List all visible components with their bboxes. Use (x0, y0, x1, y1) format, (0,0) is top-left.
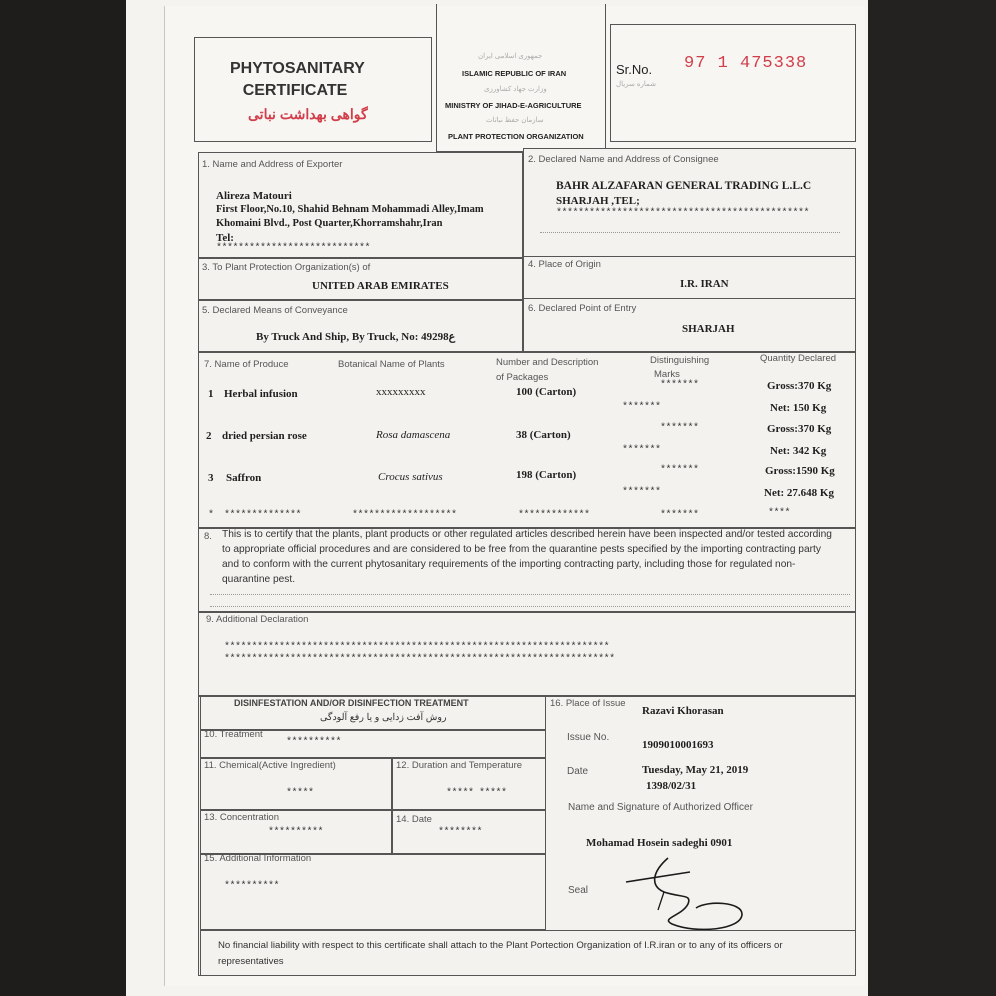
origin-label: 4. Place of Origin (528, 259, 601, 270)
produce-header-marks: Distinguishing (650, 355, 710, 366)
issue-date-label: Date (567, 766, 589, 777)
row-2-marks-2: ******* (622, 445, 661, 456)
ppo-to-label: 3. To Plant Protection Organization(s) of (202, 262, 371, 273)
additional-label: 9. Additional Declaration (206, 614, 309, 625)
additional-line-1: ********************************************************************** (224, 642, 610, 653)
produce-footer-packages: ************* (518, 510, 590, 521)
treatment-label: 10. Treatment (204, 729, 263, 740)
consignee-dotted-line (540, 232, 840, 233)
republic-label: ISLAMIC REPUBLIC OF IRAN (462, 69, 567, 78)
place-of-issue-value: Razavi Khorasan (642, 705, 724, 717)
info-label: 15. Additional Information (204, 853, 312, 864)
additional-line-2: *********************************************************************** (224, 654, 615, 665)
produce-header-name: 7. Name of Produce (204, 359, 289, 370)
info-box (200, 854, 546, 930)
concentration-label: 13. Concentration (204, 812, 279, 823)
ministry-box (436, 4, 606, 152)
row-1-marks-1: ******* (660, 380, 699, 391)
officer-value: Mohamad Hosein sadeghi 0901 (586, 837, 733, 849)
produce-footer-qty: **** (768, 508, 791, 519)
exporter-label: 1. Name and Address of Exporter (202, 159, 343, 170)
produce-footer-no: * (208, 510, 214, 521)
row-3-botanical: Crocus sativus (378, 471, 443, 483)
issue-date-persian: 1398/02/31 (646, 780, 697, 792)
ministry-persian: وزارت جهاد کشاورزی (484, 86, 547, 93)
treatment-title: DISINFESTATION AND/OR DISINFECTION TREATMENT (234, 698, 469, 708)
row-3-packages: 198 (Carton) (516, 469, 577, 481)
consignee-line-3: ********************************************** (556, 208, 810, 219)
conveyance-value: By Truck And Ship, By Truck, No: 49ع298 (256, 331, 456, 343)
entry-value: SHARJAH (682, 323, 735, 335)
row-1-botanical: xxxxxxxxx (376, 386, 426, 398)
consignee-line-1: BAHR ALZAFARAN GENERAL TRADING L.L.C (556, 180, 812, 192)
row-2-no: 2 (206, 430, 212, 442)
row-2-packages: 38 (Carton) (516, 429, 571, 441)
row-3-gross: Gross:1590 Kg (765, 465, 835, 477)
entry-label: 6. Declared Point of Entry (528, 303, 637, 314)
produce-header-marks-2: Marks (654, 369, 680, 380)
produce-footer-name: ************** (224, 510, 302, 521)
treatment-title-persian: روش آفت زدایی و یا رفع آلودگی (320, 712, 447, 723)
title-line-1: PHYTOSANITARY (230, 60, 365, 77)
duration-label: 12. Duration and Temperature (396, 760, 523, 771)
exporter-line-4: Tel: (216, 232, 234, 244)
issue-date-value: Tuesday, May 21, 2019 (642, 764, 749, 776)
date-value: ******** (438, 827, 483, 838)
officer-label: Name and Signature of Authorized Officer (568, 802, 753, 813)
row-1-no: 1 (208, 388, 214, 400)
signature-icon (612, 850, 762, 940)
treatment-value: ********** (286, 737, 342, 748)
produce-header-botanical: Botanical Name of Plants (338, 359, 445, 370)
row-1-packages: 100 (Carton) (516, 386, 577, 398)
serial-label: Sr.No. (616, 62, 653, 77)
ministry-label: MINISTRY OF JIHAD-E-AGRICULTURE (445, 101, 582, 110)
row-1-net: Net: 150 Kg (770, 402, 827, 414)
row-2-gross: Gross:370 Kg (767, 423, 832, 435)
background-shadow-right (868, 0, 996, 996)
info-value: ********** (224, 881, 280, 892)
row-1-gross: Gross:370 Kg (767, 380, 832, 392)
row-2-marks-1: ******* (660, 423, 699, 434)
cert-fa-line-1 (210, 594, 850, 595)
ppo-to-value: UNITED ARAB EMIRATES (312, 280, 449, 292)
produce-footer-botanical: ******************* (352, 510, 457, 521)
serial-number: 97 1 475338 (684, 54, 808, 73)
exporter-line-2: First Floor,No.10, Shahid Behnam Mohammadi Alley,Imam (216, 204, 484, 215)
date-label: 14. Date (396, 814, 432, 825)
produce-header-packages: Number and Description (496, 357, 599, 368)
conveyance-label: 5. Declared Means of Conveyance (202, 305, 348, 316)
background-shadow-left (0, 0, 126, 996)
origin-value: I.R. IRAN (680, 278, 729, 290)
row-3-marks-2: ******* (622, 487, 661, 498)
chemical-value: ***** (286, 788, 314, 799)
exporter-line-3: Khomaini Blvd., Post Quarter,Khorramshahr,Iran (216, 218, 443, 229)
certification-number: 8. (204, 531, 212, 542)
disclaimer-text: No financial liability with respect to this certificate shall attach to the Plant Portection Organization of I.R.iran or to any of its officers or representatives (218, 940, 783, 967)
republic-persian: جمهوری اسلامی ایران (478, 53, 543, 60)
title-persian: گواهی بهداشت نباتی (248, 106, 368, 122)
produce-header-packages-2: of Packages (496, 372, 549, 383)
certification-text: This is to certify that the plants, plant products or other regulated articles described herein have been inspected and/or tested according to appropriate official procedures and are considered to be free from the quarantine pests specified by the importing contracting party and to conform with the current phytosanitary requirements of the importing contracting party, including those for regulated non-quarantine pest. (222, 529, 832, 585)
title-line-2: CERTIFICATE (242, 82, 348, 99)
row-3-marks-1: ******* (660, 465, 699, 476)
consignee-line-2: SHARJAH ,TEL; (556, 195, 640, 207)
concentration-value: ********** (268, 827, 324, 838)
row-2-name: dried persian rose (222, 430, 307, 442)
issue-no-value: 1909010001693 (642, 739, 714, 751)
ppo-label: PLANT PROTECTION ORGANIZATION (448, 132, 584, 141)
row-2-net: Net: 342 Kg (770, 445, 827, 457)
row-2-botanical: Rosa damascena (376, 429, 451, 441)
exporter-line-1: Alireza Matouri (216, 190, 292, 202)
place-of-issue-label: 16. Place of Issue (550, 698, 626, 709)
exporter-line-5: **************************** (216, 243, 371, 254)
seal-label: Seal (568, 885, 589, 896)
consignee-label: 2. Declared Name and Address of Consignee (528, 154, 719, 165)
serial-persian: شماره سریال (616, 81, 656, 88)
row-3-name: Saffron (226, 472, 262, 484)
row-1-name: Herbal infusion (224, 388, 298, 400)
chemical-label: 11. Chemical(Active Ingredient) (204, 760, 336, 771)
issue-no-label: Issue No. (567, 732, 610, 743)
ppo-persian: سازمان حفظ نباتات (486, 117, 544, 124)
produce-header-quantity: Quantity Declared (760, 353, 837, 364)
produce-footer-marks: ******* (660, 510, 699, 521)
row-1-marks-2: ******* (622, 402, 661, 413)
row-3-net: Net: 27.648 Kg (764, 487, 834, 499)
row-3-no: 3 (208, 472, 214, 484)
cert-fa-line-2 (210, 606, 850, 607)
duration-value: ***** ***** (446, 788, 507, 799)
